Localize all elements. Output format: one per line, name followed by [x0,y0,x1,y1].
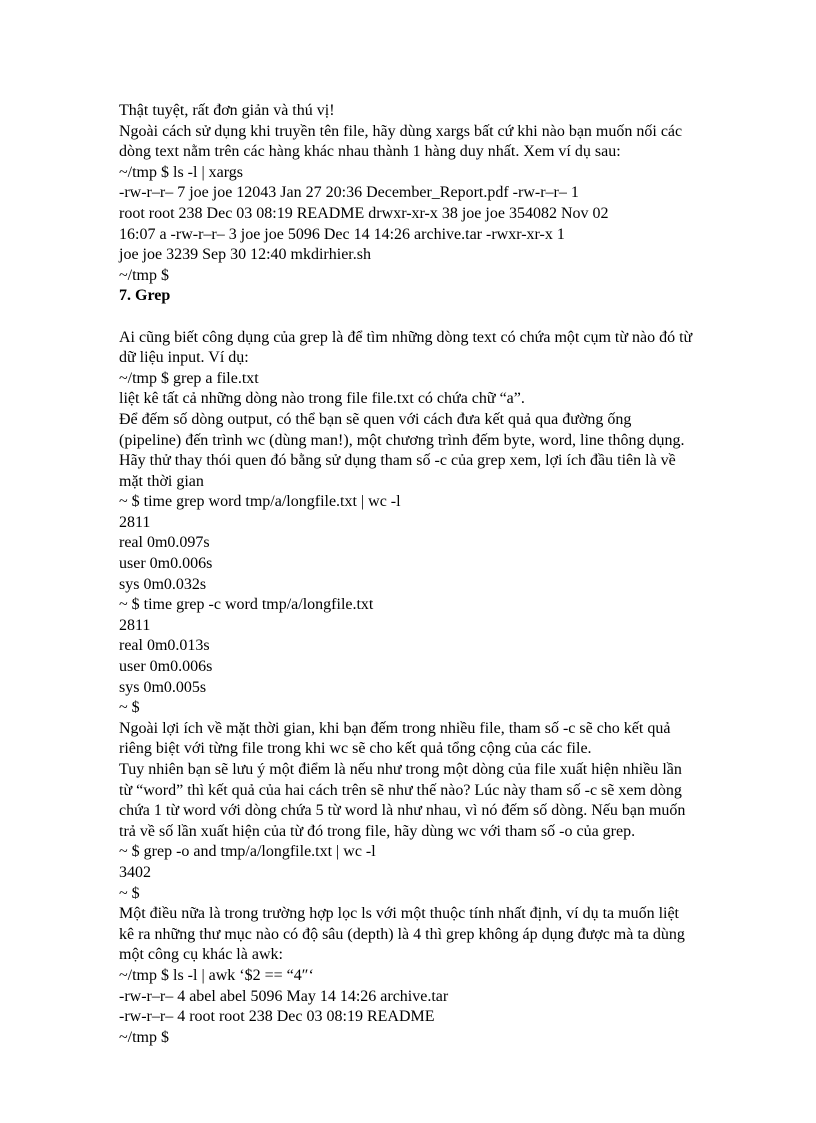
text-line: ~ $ [119,699,140,717]
text-line: ~ $ [119,884,140,902]
text-block-xargs [119,101,719,286]
text-line: mặt thời gian [119,472,204,490]
text-line: Ngoài cách sử dụng khi truyền tên file, hãy dùng xargs bất cứ khi nào bạn muốn nối các [119,122,683,140]
text-line: ~ $ time grep word tmp/a/longfile.txt | wc -l [119,493,401,511]
text-line: ~/tmp $ [119,1028,169,1046]
text-line: Thật tuyệt, rất đơn giản và thú vị! [119,102,335,119]
paragraph-gap [119,307,719,328]
text-line: (pipeline) đến trình wc (dùng man!), một chương trình đếm byte, word, line thông dụng. [119,431,685,449]
text-line: kê ra những thư mục nào có độ sâu (depth) là 4 thì grep không áp dụng được mà ta dùng [119,925,685,943]
text-line: Tuy nhiên bạn sẽ lưu ý một điểm là nếu như trong một dòng của file xuất hiện nhiều lần [119,761,682,778]
text-line: ~/tmp $ ls -l | xargs [119,163,244,181]
text-line: 16:07 a -rw-r–r– 3 joe joe 5096 Dec 14 14:26 archive.tar -rwxr-xr-x 1 [119,225,565,243]
text-line: 2811 [119,616,151,634]
text-line: user 0m0.006s [119,555,213,573]
text-line: chứa 1 từ word với dòng chứa 5 từ word là như nhau, vì nó đếm số dòng. Nếu bạn muốn [119,802,686,820]
text-line: real 0m0.013s [119,637,210,655]
text-block-grep [119,328,719,1049]
text-line: -rw-r–r– 4 root root 238 Dec 03 08:19 README [119,1008,435,1026]
text-line: sys 0m0.005s [119,678,207,696]
text-line: ~/tmp $ ls -l | awk ‘$2 == “4″‘ [119,966,314,984]
text-line: Một điều nữa là trong trường hợp lọc ls với một thuộc tính nhất định, ví dụ ta muốn liệt [119,905,679,923]
text-line: Ngoài lợi ích về mặt thời gian, khi bạn đếm trong nhiều file, tham số -c sẽ cho kết quả [119,719,671,737]
text-line: dòng text nằm trên các hàng khác nhau thành 1 hàng duy nhất. Xem ví dụ sau: [119,143,621,161]
text-line: 2811 [119,513,151,531]
text-line: joe joe 3239 Sep 30 12:40 mkdirhier.sh [119,246,371,264]
text-line: dữ liệu input. Ví dụ: [119,349,249,367]
text-line: -rw-r–r– 7 joe joe 12043 Jan 27 20:36 December_Report.pdf -rw-r–r– 1 [119,184,579,202]
text-line: ~ $ grep -o and tmp/a/longfile.txt | wc -l [119,843,376,861]
text-line: Ai cũng biết công dụng của grep là để tìm những dòng text có chứa một cụm từ nào đó từ [119,328,693,346]
text-line: sys 0m0.032s [119,575,207,593]
text-line: liệt kê tất cả những dòng nào trong file file.txt có chứa chữ “a”. [119,390,525,408]
text-line: Để đếm số dòng output, có thể bạn sẽ quen với cách đưa kết quả qua đường ống [119,410,632,428]
text-line: ~/tmp $ grep a file.txt [119,369,259,387]
text-line: ~ $ time grep -c word tmp/a/longfile.txt [119,596,374,614]
text-line: root root 238 Dec 03 08:19 README drwxr-xr-x 38 joe joe 354082 Nov 02 [119,204,609,222]
section-heading: 7. Grep [119,287,171,305]
text-line: riêng biệt với từng file trong khi wc sẽ cho kết quả tổng cộng của các file. [119,740,592,758]
text-line: -rw-r–r– 4 abel abel 5096 May 14 14:26 archive.tar [119,987,449,1005]
text-line: user 0m0.006s [119,658,213,676]
text-line: 3402 [119,863,151,881]
text-line: một công cụ khác là awk: [119,946,283,964]
document-page [119,101,719,1048]
text-line: từ “word” thì kết quả của hai cách trên sẽ như thế nào? Lúc này tham số -c sẽ xem dòng [119,781,682,799]
text-line: ~/tmp $ [119,266,169,284]
text-line: trả về số lần xuất hiện của từ đó trong file, hãy dùng wc với tham số -o của grep. [119,822,636,840]
text-line: real 0m0.097s [119,534,210,552]
text-line: Hãy thử thay thói quen đó bằng sử dụng tham số -c của grep xem, lợi ích đầu tiên là về [119,452,676,470]
